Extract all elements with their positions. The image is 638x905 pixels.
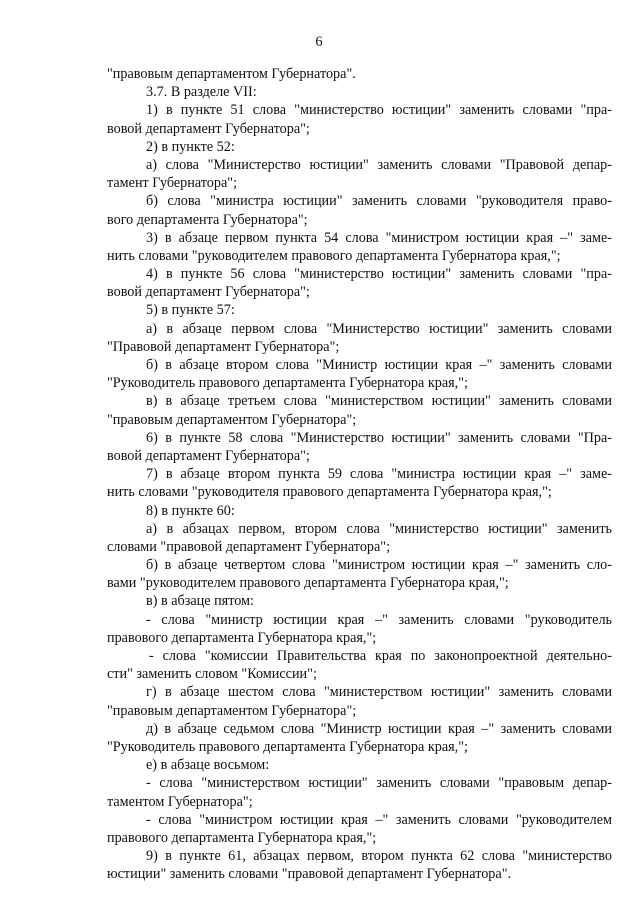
text-line: "правовым департаментом Губернатора". [107, 66, 356, 82]
text-line: г) в абзаце шестом слова "министерством юстиции" заменить словами [146, 684, 612, 701]
text-line: 4) в пункте 56 слова "министерство юстиции" заменить словами "пра- [146, 266, 612, 283]
text-line: нить словами "руководителем правового департамента Губернатора края,"; [107, 247, 561, 264]
text-line: тамент Губернатора"; [107, 175, 238, 192]
text-line: сти" заменить словом "Комиссии"; [107, 666, 317, 683]
text-line: 6) в пункте 58 слова "Министерство юстиции" заменить словами "Пра- [146, 429, 612, 446]
text-line: б) слова "министра юстиции" заменить словами "руководителя право- [146, 193, 612, 210]
text-line: а) слова "Министерство юстиции" заменить словами "Правовой депар- [146, 156, 612, 173]
text-line: вами "руководителем правового департамента Губернатора края,"; [107, 575, 509, 592]
page-number: 6 [315, 34, 323, 50]
text-line: е) в абзаце восьмом: [146, 757, 270, 774]
text-line: - слова "министр юстиции края –" заменить словами "руководитель [146, 611, 612, 628]
text-line: "Руководитель правового департамента Губернатора края,"; [107, 738, 468, 755]
text-line: б) в абзаце четвертом слова "министром юстиции края –" заменить сло- [146, 557, 612, 574]
text-line: 5) в пункте 57: [146, 302, 235, 319]
text-line: 7) в абзаце втором пункта 59 слова "министра юстиции края –" заме- [146, 466, 612, 483]
text-line: "правовым департаментом Губернатора"; [107, 702, 357, 719]
text-line: таментом Губернатора"; [107, 793, 253, 810]
text-line: 1) в пункте 51 слова "министерство юстиции" заменить словами "пра- [146, 102, 612, 119]
text-line: в) в абзаце пятом: [146, 593, 254, 610]
text-line: - слова "министром юстиции края –" заменить словами "руководителем [146, 811, 612, 828]
document-body [107, 65, 612, 883]
text-line: "Правовой департамент Губернатора"; [107, 338, 340, 355]
text-line: а) в абзацах первом, втором слова "министерство юстиции" заменить [146, 520, 612, 537]
text-line: "Руководитель правового департамента Губернатора края,"; [107, 375, 468, 392]
text-line: вого департамента Губернатора"; [107, 211, 308, 228]
text-line: юстиции" заменить словами "правовой департамент Губернатора". [107, 866, 512, 883]
text-line: а) в абзаце первом слова "Министерство юстиции" заменить словами [146, 320, 612, 337]
text-line: вовой департамент Губернатора"; [107, 284, 310, 301]
text-line: правового департамента Губернатора края,"; [107, 829, 377, 846]
text-line: словами "правовой департамент Губернатора"; [107, 538, 391, 555]
text-line: правового департамента Губернатора края,"; [107, 629, 377, 646]
text-line: 3.7. В разделе VII: [146, 84, 257, 101]
text-line: вовой департамент Губернатора"; [107, 120, 310, 137]
text-line: нить словами "руководителя правового департамента Губернатора края,"; [107, 484, 552, 501]
text-line: б) в абзаце втором слова "Министр юстиции края –" заменить словами [146, 357, 612, 373]
text-line: "правовым департаментом Губернатора"; [107, 411, 357, 428]
text-line: 8) в пункте 60: [146, 502, 235, 519]
text-line: - слова "министерством юстиции" заменить словами "правовым депар- [146, 775, 612, 792]
text-line: вовой департамент Губернатора"; [107, 447, 310, 464]
text-line: - слова "комиссии Правительства края по законопроектной деятельно- [149, 648, 612, 664]
text-line: д) в абзаце седьмом слова "Министр юстиции края –" заменить словами [146, 720, 612, 737]
text-line: 2) в пункте 52: [146, 138, 235, 155]
text-line: 3) в абзаце первом пункта 54 слова "министром юстиции края –" заме- [146, 229, 612, 246]
text-line: 9) в пункте 61, абзацах первом, втором пункта 62 слова "министерство [146, 848, 612, 865]
text-line: в) в абзаце третьем слова "министерством юстиции" заменить словами [146, 393, 612, 410]
